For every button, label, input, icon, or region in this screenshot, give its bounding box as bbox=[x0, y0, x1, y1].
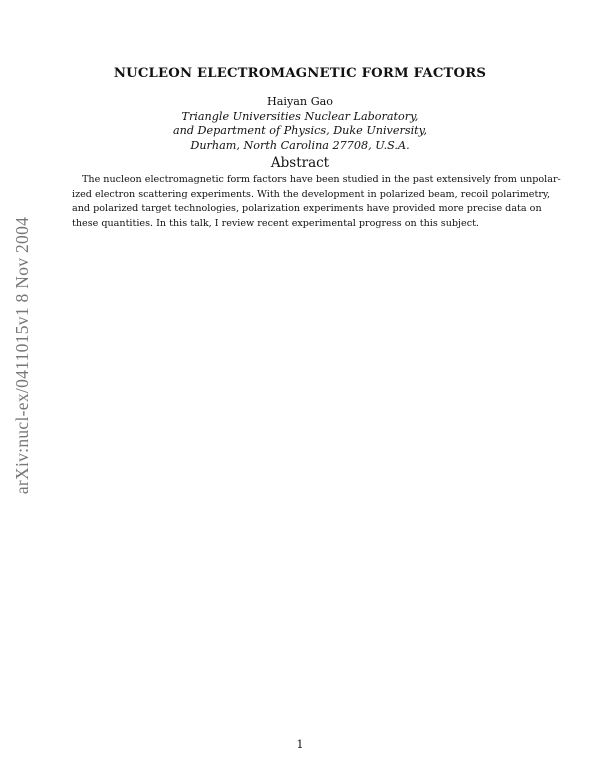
affiliation-line: Durham, North Carolina 27708, U.S.A. bbox=[190, 138, 410, 152]
page-number: 1 bbox=[296, 738, 304, 751]
author-block bbox=[0, 95, 600, 153]
arxiv-identifier: arXiv:nucl-ex/0411015v1 8 Nov 2004 bbox=[12, 216, 33, 494]
abstract-line: these quantities. In this talk, I review recent experimental progress on this subject. bbox=[72, 217, 479, 229]
affiliation-line: Triangle Universities Nuclear Laboratory, bbox=[181, 109, 419, 123]
abstract-line: ized electron scattering experiments. With the development in polarized beam, recoil polarimetry, bbox=[72, 188, 551, 200]
paper-title: NUCLEON ELECTROMAGNETIC FORM FACTORS bbox=[113, 66, 487, 81]
abstract-line: The nucleon electromagnetic form factors have been studied in the past extensively from unpolar- bbox=[82, 174, 561, 185]
abstract-line: and polarized target technologies, polarization experiments have provided more precise data on bbox=[72, 203, 542, 214]
abstract-body bbox=[72, 173, 561, 231]
author-name: Haiyan Gao bbox=[266, 95, 334, 108]
abstract-heading: Abstract bbox=[270, 155, 330, 171]
arxiv-stamp bbox=[5, 200, 41, 510]
affiliation-line: and Department of Physics, Duke University, bbox=[172, 124, 428, 137]
